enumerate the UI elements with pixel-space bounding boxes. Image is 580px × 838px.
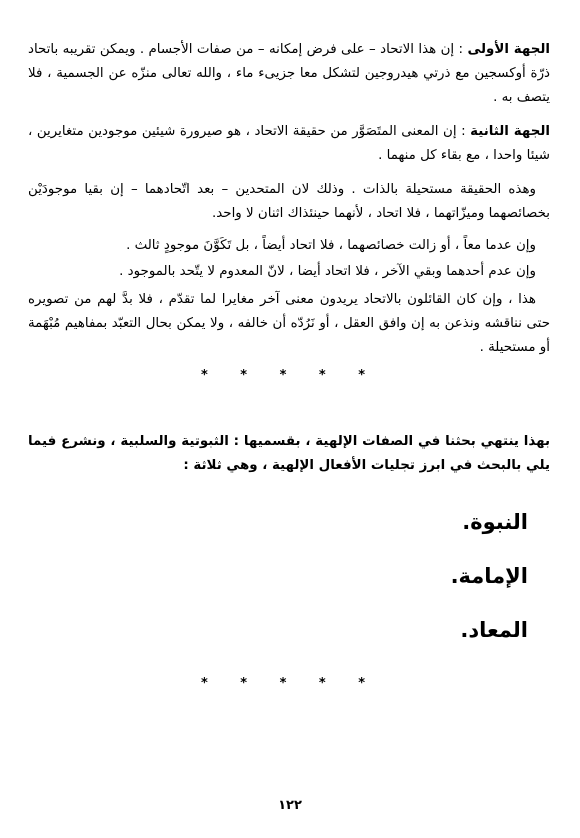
paragraph-second-aspect bbox=[28, 120, 550, 168]
paragraph-one-vanishes: وإن عدم أحدهما وبقي الآخر ، فلا اتحاد أيضا ، لانّ المعدوم لا يتّحد بالموجود . bbox=[119, 264, 536, 279]
heading-imamate: الإمامة. bbox=[450, 564, 528, 588]
first-aspect-text: : إن هذا الاتحاد – على فرض إمكانه – من صفات الأجسام . ويمكن تقريبه باتحاد ذرّة أوكسجين مع ذرتي هيدروجين لتشكل معا جزيىء ماء ، والله تعالى منزّه عن الجسمية ، فلا يتصف به . bbox=[28, 42, 550, 105]
heading-resurrection: المعاد. bbox=[460, 618, 528, 642]
second-aspect-label: الجهة الثانية bbox=[470, 124, 550, 139]
page-number: ١٢٢ bbox=[278, 798, 302, 813]
paragraph-first-aspect bbox=[28, 38, 550, 110]
paragraph-reality-impossible: وهذه الحقيقة مستحيلة بالذات . وذلك لان المتحدين – بعد اتّحادهما – إن بقيا موجودَيْن بخصائصهما وميزّاتهما ، فلا اتحاد ، لأنهما حينئذاك اثنان لا واحد. bbox=[28, 182, 550, 221]
section-separator: * * * * * bbox=[200, 368, 380, 383]
paragraph-intro-divine-acts: بهذا ينتهي بحثنا في الصفات الإلهية ، بقسميها : الثبوتية والسلبية ، ونشرع فيما يلي بالبحث في ابرز تجليات الأفعال الإلهية ، وهي ثلاثة : bbox=[28, 434, 550, 473]
paragraph-other-meaning: هذا ، وإن كان القائلون بالاتحاد يريدون معنى آخر مغايرا لما تقدّم ، فلا بدَّ لهم من تصويره حتى نناقشه ونذعن به إن وافق العقل ، أو نَرُدّه أن خالفه ، ولا يمكن بحال التعبّد بمفاهيم مُبْهَمة أو مستحيلة . bbox=[28, 292, 550, 355]
second-aspect-text: : إن المعنى المتَصَوَّر من حقيقة الاتحاد ، هو صيرورة شيئين موجودين متغايرين ، شيئا واحدا ، مع بقاء كل منهما . bbox=[28, 124, 550, 163]
first-aspect-label: الجهة الأولى bbox=[467, 42, 550, 57]
heading-prophethood: النبوة. bbox=[462, 510, 528, 534]
closing-separator: * * * * * bbox=[200, 676, 380, 691]
paragraph-both-vanish: وإن عدما معاً ، أو زالت خصائصهما ، فلا اتحاد أيضاً ، بل تَكَوَّنَ موجودٍ ثالث . bbox=[126, 238, 536, 253]
